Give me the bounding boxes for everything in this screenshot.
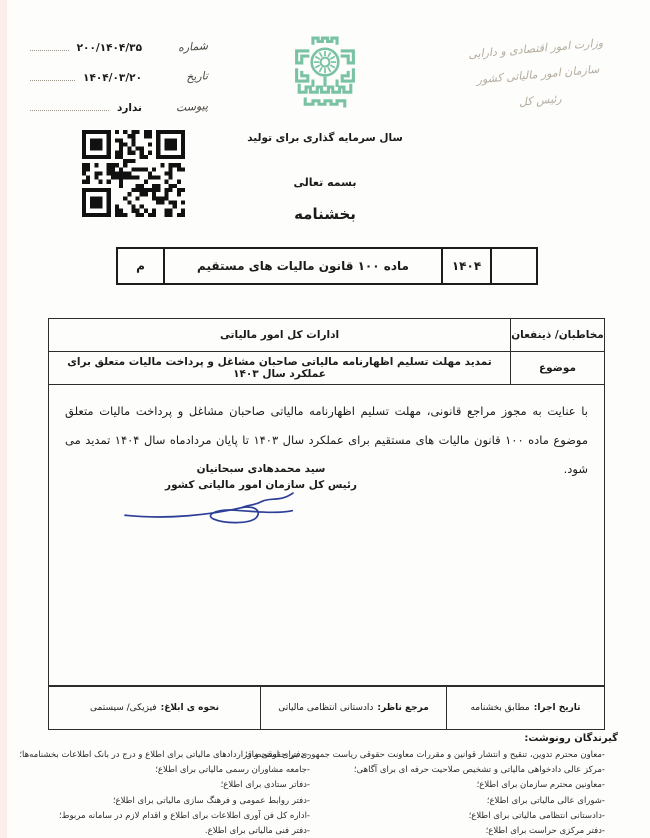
cc-item: -مرکز عالی دادخواهی مالیاتی و تشخیص صلاحیت حرفه ای برای آگاهی؛ <box>353 765 605 776</box>
cc-item: -دفتر روابط عمومی و فرهنگ سازی مالیاتی برای اطلاع؛ <box>112 795 310 806</box>
body-box <box>48 384 605 686</box>
document-type-title: بخشنامه <box>294 205 356 223</box>
ref-number-row <box>30 40 208 70</box>
year-slogan: سال سرمایه گذاری برای تولید <box>247 132 403 144</box>
cc-left-column <box>10 748 310 838</box>
ministry-line: وزارت امور اقتصادی و دارایی <box>467 36 604 61</box>
cc-item: -جامعه مشاوران رسمی مالیاتی برای اطلاع؛ <box>155 765 310 776</box>
ref-date-row <box>30 70 208 100</box>
ministry-calligraphy <box>435 27 641 122</box>
notification-method-cell <box>49 687 260 729</box>
cc-heading: گیرندگان رونوشت: <box>524 733 618 744</box>
info-table <box>48 318 605 385</box>
scan-edge-artifact <box>0 0 7 838</box>
supervisor-cell <box>260 687 446 729</box>
cc-item: -شورای عالی مالیاتی برای اطلاع؛ <box>486 795 605 806</box>
dotted-leader <box>30 70 75 81</box>
classification-strip <box>116 247 538 285</box>
execution-date-cell <box>446 687 604 729</box>
serial-cell <box>490 249 536 283</box>
date-value: ۱۴۰۴/۰۳/۲۰ <box>83 72 142 84</box>
audience-row <box>49 319 604 351</box>
supervisor-value: دادستانی انتظامی مالیاتی <box>278 703 374 713</box>
dotted-leader <box>30 40 69 51</box>
dotted-leader <box>30 100 109 111</box>
subject-value: تمدید مهلت تسلیم اظهارنامه مالیاتی صاحبان مشاغل و پرداخت مالیات متعلق برای عملکرد سال ۱۴۰۳ <box>67 356 492 380</box>
notification-method-value: فیزیکی/ سیستمی <box>90 703 157 713</box>
cc-item: -اداره کل فن آوری اطلاعات برای اطلاع و اقدام لازم در سامانه مربوط؛ <box>58 810 310 821</box>
tax-organization-logo-icon <box>282 32 368 118</box>
subject-label: موضوع <box>510 352 604 384</box>
signer-title: رئیس کل سازمان امور مالیاتی کشور <box>165 479 357 491</box>
law-title-cell: ماده ۱۰۰ قانون مالیات های مستقیم <box>163 249 441 283</box>
audience-label: مخاطبان/ ذینفعان <box>510 319 604 351</box>
audience-value: ادارات کل امور مالیاتی <box>219 329 340 341</box>
execution-date-value: مطابق بخشنامه <box>470 703 530 713</box>
cc-item: -دفتر فنی مالیاتی برای اطلاع. <box>204 826 310 837</box>
cc-item: - دفتر حقوقی و قراردادهای مالیاتی برای اطلاع و درج در بانک اطلاعات بخشنامه‌ها؛ <box>19 750 310 760</box>
cc-item: -دادستانی انتظامی مالیاتی برای اطلاع؛ <box>468 810 605 821</box>
circular-paragraph: با عنایت به مجوز مراجع قانونی، مهلت تسلیم اظهارنامه مالیاتی صاحبان مشاغل و پرداخت مالیات متعلق موضوع ماده ۱۰۰ قانون مالیات های مستقیم برای عملکرد سال ۱۴۰۳ تا پایان مردادماه سال ۱۴۰۴ تمدید می شود. <box>65 404 589 476</box>
reference-block <box>30 40 208 130</box>
code-letter-cell: م <box>136 259 145 273</box>
footer-strip <box>48 686 605 730</box>
year-cell: ۱۴۰۴ <box>441 249 490 283</box>
besmellah-text: بسمه تعالی <box>293 176 357 189</box>
cc-item: -دفاتر ستادی برای اطلاع؛ <box>220 780 310 791</box>
supervisor-label: مرجع ناظر: <box>377 703 429 713</box>
cc-item: -معاون محترم تدوین، تنقیح و انتشار قوانین و مقررات معاونت حقوقی ریاست جمهوری برای استحضار؛ <box>244 750 605 760</box>
ref-attachment-row <box>30 100 208 130</box>
number-value: ۲۰۰/۱۴۰۴/۳۵ <box>76 42 142 54</box>
cc-item: -معاونین محترم سازمان برای اطلاع؛ <box>476 780 605 791</box>
attachment-value: ندارد <box>116 102 142 114</box>
organization-line: سازمان امور مالیاتی کشور <box>476 62 600 87</box>
notification-method-label: نحوه ی ابلاغ: <box>160 703 219 713</box>
director-line: رئیس کل <box>518 92 563 109</box>
cc-item: -دفتر مرکزی حراست برای اطلاع؛ <box>485 826 605 837</box>
date-label: تاریخ <box>185 69 209 84</box>
signature-ink <box>94 487 324 529</box>
number-label: شماره <box>177 39 209 55</box>
execution-date-label: تاریخ اجرا: <box>533 703 581 713</box>
attachment-label: پیوست <box>175 99 209 115</box>
signer-name: سید محمدهادی سبحانیان <box>196 463 326 475</box>
subject-row <box>49 351 604 384</box>
